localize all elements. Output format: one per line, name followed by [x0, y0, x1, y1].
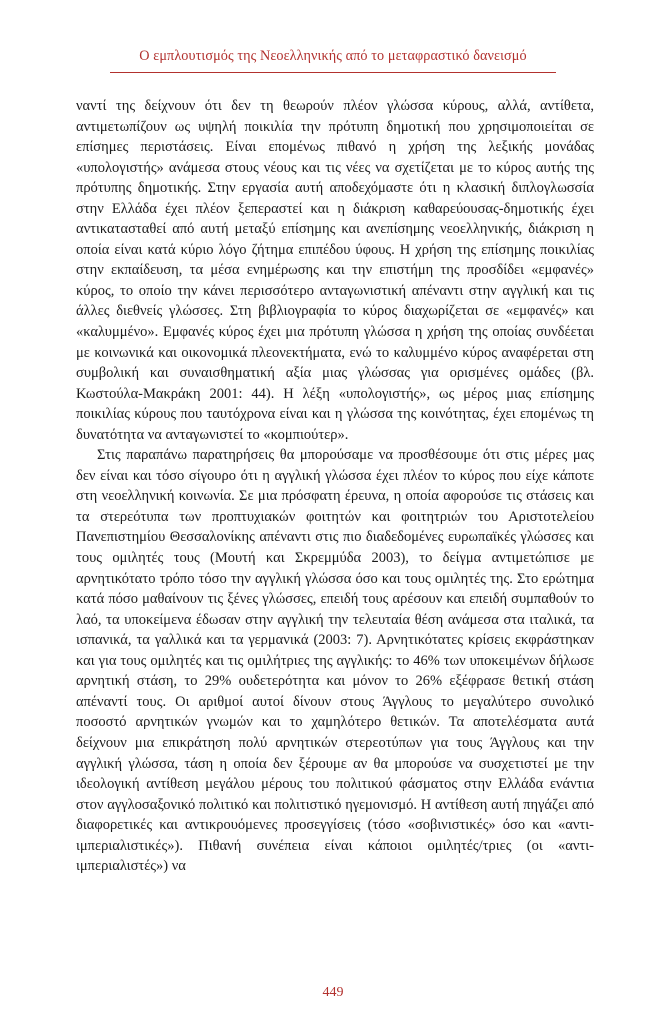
paragraph: Στις παραπάνω παρατηρήσεις θα μπορούσαμε να προσθέσουμε ότι στις μέρες μας δεν είναι και τόσο σίγουρο ότι η αγγλική γλώσσα έχει πλέον το κύρος που είχε κάποτε στη νεοελληνική κοινωνία. Σε μια πρόσφατη έρευνα, η οποία αφορούσε τις στάσεις και τα στερεότυπα των προπτυχιακών φοιτητών και φοιτητριών του Αριστοτελείου Πανεπιστημίου Θεσσαλονίκης απέναντι στις πιο διαδεδομένες ευρωπαϊκές γλώσσες και τους ομιλητές τους (Μουτή και Σκρεμμύδα 2003), το δείγμα αντιμετώπισε με αρνητικότατο τρόπο τόσο την αγγλική γλώσσα όσο και τους ομιλητές της. Στο ερώτημα κατά πόσο μαθαίνουν τις ξένες γλώσσες, επειδή τους αρέσουν και επειδή συμπαθούν το λαό, τα υποκείμενα έδωσαν στην αγγλική την τελευταία θέση ανάμεσα στα ιταλικά, τα ισπανικά, τα γαλλικά και τα γερμανικά (2003: 7). Αρνητικότατες κρίσεις εκφράστηκαν και για τους ομιλητές και τις ομιλήτριες της αγγλικής: το 46% των υποκειμένων δήλωσε αρνητική στάση, το 29% ουδετερότητα και μόνον το 26% εξέφρασε θετική στάση απέναντί τους. Οι αριθμοί αυτοί δίνουν στους Άγγλους το μεγαλύτερο συνολικό ποσοστό αρνητικών γνωμών και το χαμηλότερο θετικών. Τα αποτελέσματα αυτά δείχνουν μια επικράτηση πολύ αρνητικών στερεοτύπων για τους Άγγλους και την αγγλική γλώσσα, τάση η οποία δεν ξέρουμε αν θα μπορούσε να συσχετιστεί με την ιδεολογική αντίθεση μεγάλου μέρους του πολιτικού φάσματος στην Ελλάδα ενάντια στον αγγλοσαξονικό πολιτικό και πολιτιστικό ηγεμονισμό. Η αντίθεση αυτή πηγάζει από διαφορετικές και αντικρουόμενες προσεγγίσεις (τόσο «σοβινιστικές» όσο και «αντι-ιμπεριαλιστικές»). Πιθανή συνέπεια είναι κάποιοι ομιλητές/τριες (οι «αντι-ιμπεριαλιστές») να — [76, 447, 594, 875]
paragraph-continued: ναντί της δείχνουν ότι δεν τη θεωρούν πλέον γλώσσα κύρους, αλλά, αντίθετα, αντιμετωπίζουν ως υψηλή ποικιλία την πρότυπη δημοτική που χρησιμοποιείται σε επίσημες περιστάσεις. Είναι επομένως πιθανό η χρήση της λεξικής μονάδας «υπολογιστής» ανάμεσα στους νέους και τις νέες να σχετίζεται με το κύρος αυτής της πρότυπης δημοτικής. Στην εργασία αυτή αποδεχόμαστε ότι η κλασική διπλογλωσσία στην Ελλάδα έχει πλέον ξεπεραστεί και η διάκριση καθαρεύουσας-δημοτικής έχει αντικατασταθεί από αυτή μεταξύ επίσημης και ανεπίσημης νεοελληνικής, διάκριση η οποία είναι κατά κύριο λόγο ζήτημα επιπέδου ύφους. Η χρήση της επίσημης ποικιλίας στην εκπαίδευση, τα μέσα ενημέρωσης και την επιστήμη της προσδίδει «εμφανές» κύρος, το οποίο την κάνει περισσότερο ανταγωνιστική απέναντι στην αγγλική και τις άλλες διεθνείς γλώσσες. Στη βιβλιογραφία το κύρος διαχωρίζεται σε «εμφανές» και «καλυμμένο». Εμφανές κύρος έχει μια πρότυπη γλώσσα η χρήση της οποίας συνδέεται με κοινωνικά και οικονομικά πλεονεκτήματα, ενώ το καλυμμένο κύρος αναφέρεται στη συμβολική και συναισθηματική αξία μιας γλώσσας για ορισμένες ομάδες (βλ. Κωστούλα-Μακράκη 2001: 44). Η λέξη «υπολογιστής», ως μέρος μιας επίσημης ποικιλίας κύρους που ταυτόχρονα είναι και η γλώσσα της κοινότητας, έχει επομένως τη δυνατότητα να ανταγωνιστεί το «κομπιούτερ». — [76, 98, 594, 443]
page-number: 449 — [322, 985, 344, 1000]
body-text — [76, 96, 594, 877]
header-rule — [110, 72, 556, 73]
running-head-title: Ο εμπλουτισμός της Νεοελληνικής από το μεταφραστικό δανεισμό — [139, 48, 527, 64]
